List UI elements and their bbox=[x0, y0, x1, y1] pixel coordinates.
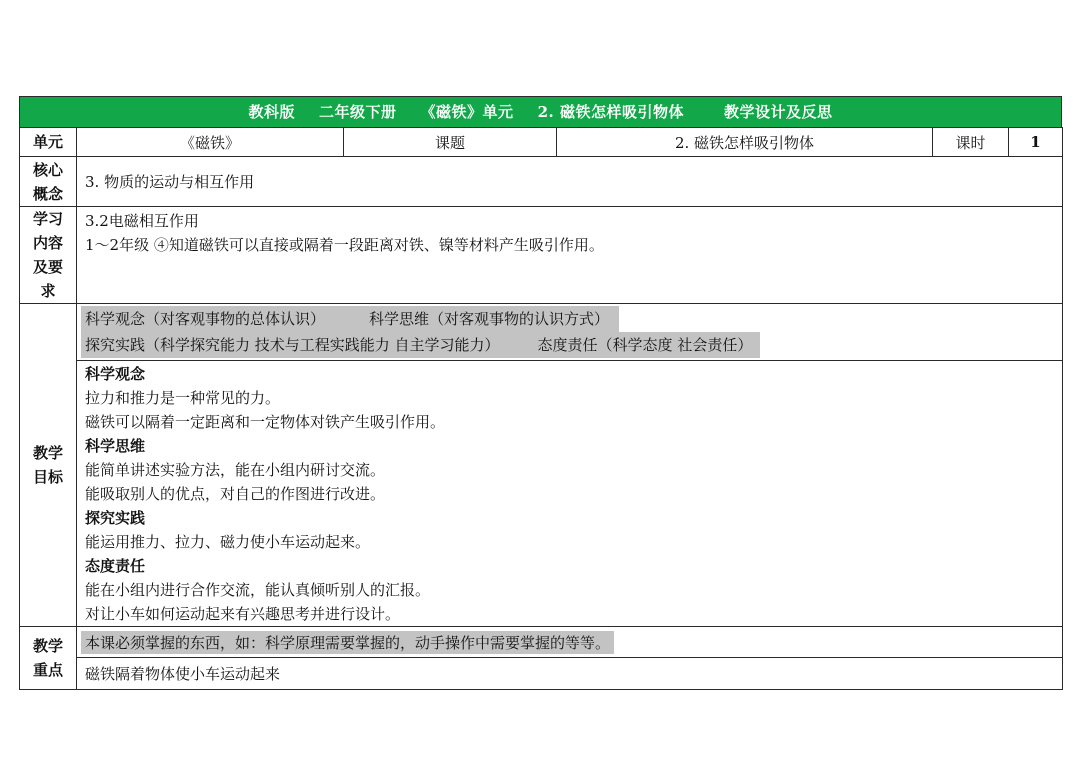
learning-label-line2: 内容 bbox=[32, 234, 63, 252]
header-row bbox=[20, 128, 1063, 157]
goal-item: 能在小组内进行合作交流，能认真倾听别人的汇报。 bbox=[85, 581, 431, 599]
core-concept-label-line1: 核心 bbox=[32, 160, 63, 179]
banner-doc-type: 教学设计及反思 bbox=[723, 103, 833, 121]
period-value: 1 bbox=[1009, 128, 1063, 157]
banner-edition: 教科版 bbox=[248, 103, 296, 121]
goals-legend-row2 bbox=[81, 332, 1062, 358]
learning-label-line4: 求 bbox=[40, 282, 56, 300]
banner-grade: 二年级下册 bbox=[319, 103, 397, 121]
key-points-label bbox=[20, 627, 77, 690]
legend-attitude-responsibility: 态度责任（科学态度 社会责任） bbox=[537, 336, 753, 354]
legend-row1-highlight bbox=[81, 306, 619, 332]
goals-row bbox=[20, 304, 1063, 627]
goals-list bbox=[77, 361, 1062, 626]
goals-legend-row1 bbox=[81, 306, 1062, 332]
goal-item: 拉力和推力是一种常见的力。 bbox=[85, 389, 281, 407]
period-label: 课时 bbox=[933, 128, 1009, 157]
core-concept-label-line2: 概念 bbox=[32, 184, 63, 203]
goals-content bbox=[77, 304, 1063, 627]
key-points-value: 磁铁隔着物体使小车运动起来 bbox=[77, 658, 1063, 690]
goal-item: 对让小车如何运动起来有兴趣思考并进行设计。 bbox=[85, 605, 401, 623]
core-concept-row bbox=[20, 157, 1063, 207]
core-concept-label bbox=[20, 157, 77, 207]
lesson-plan-table bbox=[19, 127, 1063, 690]
key-points-note-row bbox=[20, 627, 1063, 658]
banner-unit: 《磁铁》单元 bbox=[420, 103, 514, 121]
goals-label-line2: 目标 bbox=[32, 468, 63, 486]
learning-label bbox=[20, 207, 77, 304]
goal-item: 能简单讲述实验方法，能在小组内研讨交流。 bbox=[85, 461, 386, 479]
legend-scientific-thinking: 科学思维（对客观事物的认识方式） bbox=[369, 310, 610, 328]
unit-value: 《磁铁》 bbox=[77, 128, 344, 157]
goal-item: 磁铁可以隔着一定距离和一定物体对铁产生吸引作用。 bbox=[85, 413, 446, 431]
banner-lesson: 2. 磁铁怎样吸引物体 bbox=[537, 103, 684, 121]
key-points-label-line2: 重点 bbox=[32, 661, 63, 679]
goal-section-title: 科学思维 bbox=[85, 437, 146, 455]
lesson-plan-document bbox=[19, 96, 1062, 690]
learning-label-line1: 学习 bbox=[32, 210, 63, 228]
goal-section-title: 科学观念 bbox=[85, 365, 146, 383]
key-points-value-row bbox=[20, 658, 1063, 690]
unit-label: 单元 bbox=[20, 128, 77, 157]
key-points-note: 本课必须掌握的东西，如：科学原理需要掌握的，动手操作中需要掌握的等等。 bbox=[81, 631, 614, 654]
legend-inquiry-practice: 探究实践（科学探究能力 技术与工程实践能力 自主学习能力） bbox=[85, 336, 500, 354]
legend-row2-highlight bbox=[81, 332, 760, 358]
learning-line1: 3.2电磁相互作用 bbox=[85, 212, 199, 230]
key-points-label-line1: 教学 bbox=[32, 637, 63, 655]
core-concept-value: 3. 物质的运动与相互作用 bbox=[77, 157, 1063, 207]
document-banner bbox=[19, 96, 1062, 127]
learning-content bbox=[77, 207, 1063, 304]
key-points-note-cell bbox=[77, 627, 1063, 658]
topic-value: 2. 磁铁怎样吸引物体 bbox=[557, 128, 933, 157]
goal-section-title: 探究实践 bbox=[85, 509, 146, 527]
goals-legend bbox=[77, 304, 1062, 361]
goals-label-line1: 教学 bbox=[32, 444, 63, 462]
topic-label: 课题 bbox=[344, 128, 557, 157]
learning-line2: 1～2年级 ④知道磁铁可以直接或隔着一段距离对铁、镍等材料产生吸引作用。 bbox=[85, 236, 604, 254]
learning-label-line3: 及要 bbox=[32, 258, 63, 276]
goal-item: 能运用推力、拉力、磁力使小车运动起来。 bbox=[85, 533, 371, 551]
legend-scientific-concept: 科学观念（对客观事物的总体认识） bbox=[85, 310, 326, 328]
goals-label bbox=[20, 304, 77, 627]
goal-section-title: 态度责任 bbox=[85, 557, 146, 575]
goal-item: 能吸取别人的优点，对自己的作图进行改进。 bbox=[85, 485, 386, 503]
learning-row bbox=[20, 207, 1063, 304]
